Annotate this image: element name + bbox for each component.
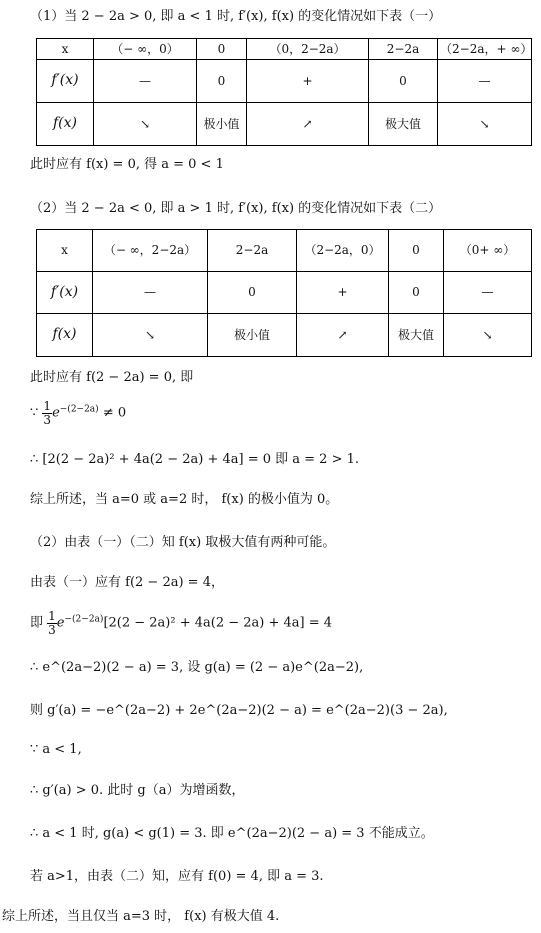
exp-base: e: [56, 615, 65, 631]
table2-header-interval-3: （0+ ∞）: [444, 230, 532, 272]
table1-derivative-row: [37, 60, 532, 103]
part2-intro: （2）由表（一）（二）知 f(x) 取极大值有两种可能。: [30, 535, 336, 550]
table1-function-cell: ↘: [94, 103, 197, 146]
table1-header-interval-3: （2−2a，+ ∞）: [438, 39, 532, 60]
equation-rest: [2(2 − 2a)² + 4a(2 − 2a) + 4a] = 4: [103, 615, 333, 631]
part2-contradiction: ∴ a < 1 时, g(a) < g(1) = 3. 即 e^(2a−2)(2 − a) = 3 不能成立。: [30, 826, 434, 841]
table1-function-cell: ↘: [438, 103, 532, 146]
part2-table1-condition: 由表（一）应有 f(2 − 2a) = 4，: [30, 575, 224, 590]
case2-line2: [30, 400, 126, 426]
table2-derivative-cell: 0: [389, 272, 444, 314]
table2-function-cell: ↗: [297, 314, 389, 357]
fraction-numerator: 1: [43, 399, 52, 413]
table1-function-cell: 极大值: [369, 103, 438, 146]
part2-case2: 若 a>1，由表（二）知，应有 f(0) = 4, 即 a = 3.: [30, 869, 324, 884]
table2-header-row: [37, 230, 532, 272]
case1-heading: （1）当 2 − 2a > 0, 即 a < 1 时, f′(x), f(x) 的变化情况如下表（一）: [30, 9, 442, 24]
table2-function-cell: 极小值: [208, 314, 297, 357]
table2-header-point-1: 2−2a: [208, 230, 297, 272]
table2-function-row: [37, 314, 532, 357]
table1-header-point-1: 0: [197, 39, 247, 60]
table1-derivative-cell: 0: [197, 60, 247, 103]
case2-heading: （2）当 2 − 2a < 0, 即 a > 1 时, f′(x), f(x) 的变化情况如下表（二）: [30, 201, 442, 216]
table1-derivative-cell: —: [94, 60, 197, 103]
table2-function-cell: ↘: [93, 314, 208, 357]
fraction-one-third: [42, 400, 52, 426]
table1-derivative-label: f′(x): [37, 60, 94, 103]
part2-equation: [30, 610, 332, 636]
table1-header-point-2: 2−2a: [369, 39, 438, 60]
fraction-numerator: 1: [48, 609, 56, 623]
fraction-one-third: [47, 610, 57, 636]
table2-function-cell: 极大值: [389, 314, 444, 357]
fraction-denominator: 3: [43, 412, 52, 427]
part2-g-derivative: 则 g′(a) = −e^(2a−2) + 2e^(2a−2)(2 − a) = e^(2a−2)(3 − 2a),: [30, 703, 448, 718]
variation-table-1: [36, 38, 532, 146]
table1-header-interval-2: （0，2−2a）: [247, 39, 369, 60]
table2-derivative-cell: +: [297, 272, 389, 314]
table1-derivative-cell: +: [247, 60, 369, 103]
table1-header-row: [37, 39, 532, 60]
exp-base: e: [52, 405, 60, 421]
table2-header-interval-2: （2−2a，0）: [297, 230, 389, 272]
case2-line1: 此时应有 f(2 − 2a) = 0, 即: [30, 370, 194, 385]
case2-line3: ∴ [2(2 − 2a)² + 4a(2 − 2a) + 4a] = 0 即 a = 2 > 1.: [30, 452, 360, 467]
table2-derivative-label: f′(x): [37, 272, 93, 314]
table2-header-point-2: 0: [389, 230, 444, 272]
table1-function-cell: ↗: [247, 103, 369, 146]
table2-derivative-row: [37, 272, 532, 314]
table2-derivative-cell: 0: [208, 272, 297, 314]
exp-power: −(2−2a): [64, 614, 104, 625]
because-symbol: ∵: [30, 405, 39, 421]
table2-function-cell: ↘: [444, 314, 532, 357]
summary-part1: 综上所述，当 a=0 或 a=2 时， f(x) 的极小值为 0。: [30, 492, 339, 507]
table1-function-cell: 极小值: [197, 103, 247, 146]
variation-table-2: [36, 229, 532, 357]
table1-function-row: [37, 103, 532, 146]
case1-conclusion: 此时应有 f(x) = 0, 得 a = 0 < 1: [30, 157, 224, 172]
equation-prefix: 即: [30, 615, 44, 631]
table1-header-x: x: [37, 39, 94, 60]
fraction-denominator: 3: [48, 622, 56, 637]
table2-header-x: x: [37, 230, 93, 272]
table2-function-label: f(x): [37, 314, 93, 357]
part2-since: ∵ a < 1,: [30, 742, 82, 757]
table2-header-interval-1: （− ∞，2−2a）: [93, 230, 208, 272]
part2-g-definition: ∴ e^(2a−2)(2 − a) = 3, 设 g(a) = (2 − a)e^(2a−2),: [30, 660, 364, 675]
table1-function-label: f(x): [37, 103, 94, 146]
exp-power: −(2−2a): [59, 404, 99, 415]
part2-increasing: ∴ g′(a) > 0. 此时 g（a）为增函数，: [30, 783, 245, 798]
table1-header-interval-1: （− ∞，0）: [94, 39, 197, 60]
table2-derivative-cell: —: [444, 272, 532, 314]
table1-derivative-cell: —: [438, 60, 532, 103]
final-summary: 综上所述，当且仅当 a=3 时， f(x) 有极大值 4.: [2, 909, 280, 924]
table1-derivative-cell: 0: [369, 60, 438, 103]
table2-derivative-cell: —: [93, 272, 208, 314]
inequality-rest: ≠ 0: [98, 405, 127, 421]
